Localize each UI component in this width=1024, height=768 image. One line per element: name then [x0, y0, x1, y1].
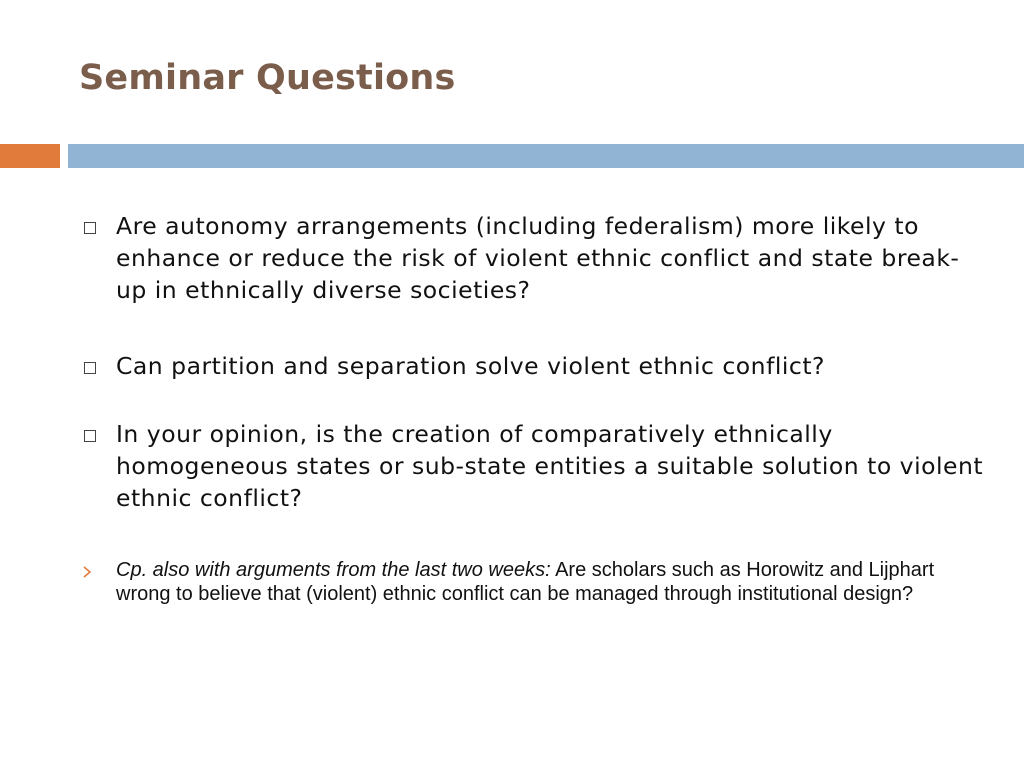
bullet-text: Are autonomy arrangements (including federalism) more likely to enhance or reduce the risk of violent ethnic conflict and state break-up in ethnically diverse societies?	[116, 212, 960, 304]
hollow-square-bullet-icon	[84, 430, 96, 442]
accent-bar-blue	[68, 144, 1024, 168]
sub-bullet-text	[116, 558, 976, 606]
bullet-text: Can partition and separation solve violent ethnic conflict?	[116, 352, 826, 380]
slide-title: Seminar Questions	[79, 58, 456, 98]
sub-bullet-italic-text: Cp. also with arguments from the last two weeks:	[116, 559, 551, 581]
hollow-square-bullet-icon	[84, 222, 96, 234]
accent-bar-orange	[0, 144, 60, 168]
hollow-square-bullet-icon	[84, 362, 96, 374]
bullet-text: In your opinion, is the creation of comparatively ethnically homogeneous states or sub-state entities a suitable solution to violent ethnic conflict?	[116, 420, 984, 512]
sub-bullet-plain-text: Are scholars such as Horowitz and Lijphart wrong to believe that (violent) ethnic conflict can be managed through institutional design?	[116, 559, 935, 605]
arrowhead-bullet-icon	[82, 565, 96, 579]
